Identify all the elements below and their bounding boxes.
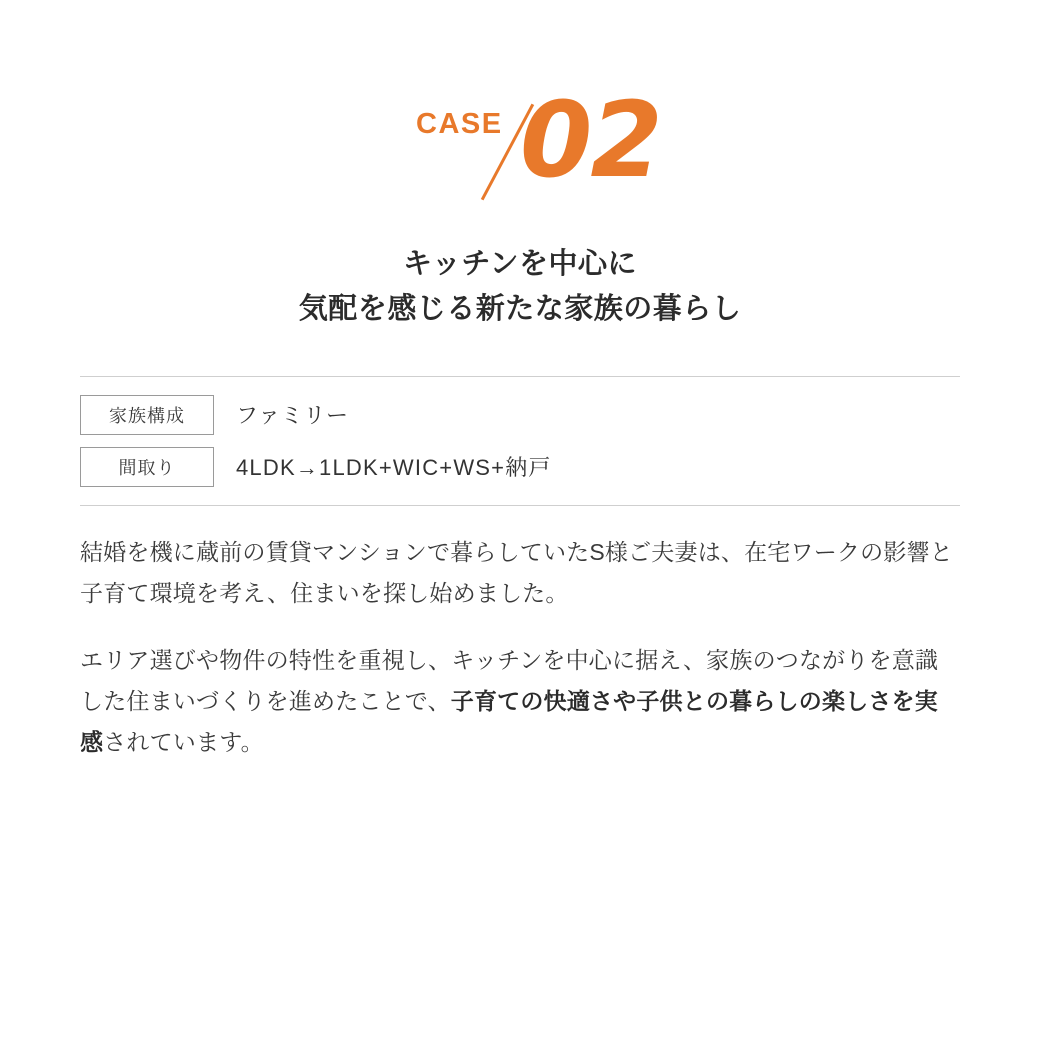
spec-row	[80, 395, 960, 435]
spec-table	[80, 377, 960, 505]
body-copy	[80, 532, 960, 763]
page-title-line-2: 気配を感じる新たな家族の暮らし	[298, 292, 742, 325]
page-title-line-1: キッチンを中心に	[403, 248, 637, 280]
paragraph-2	[80, 640, 960, 763]
paragraph-2-emphasis: 子育ての快適さや子供との暮らしの楽しさを実感	[80, 687, 938, 755]
page-title	[0, 242, 1040, 332]
spec-row	[80, 447, 960, 487]
spec-label-family: 家族構成	[80, 395, 214, 435]
case-badge-inner	[410, 79, 661, 226]
case-number: 02	[520, 79, 661, 201]
paragraph-2-part-2: されています。	[103, 728, 264, 755]
case-badge	[0, 79, 1040, 226]
paragraph-2-part-1: エリア選びや物件の特性を重視し、キッチンを中心に据え、家族のつながりを意識した住まいづくりを進めたことで、	[80, 646, 939, 714]
divider-bottom	[80, 505, 960, 506]
spec-value-layout: 4LDK→1LDK+WIC+WS+納戸	[236, 455, 552, 481]
case-study-page	[0, 79, 1040, 1056]
paragraph-1: 結婚を機に蔵前の賃貸マンションで暮らしていたS様ご夫妻は、在宅ワークの影響と子育て環境を考え、住まいを探し始めました。	[80, 538, 953, 606]
spec-value-family: ファミリー	[236, 403, 349, 429]
case-label: CASE	[416, 108, 503, 140]
spec-label-layout: 間取り	[80, 447, 214, 487]
